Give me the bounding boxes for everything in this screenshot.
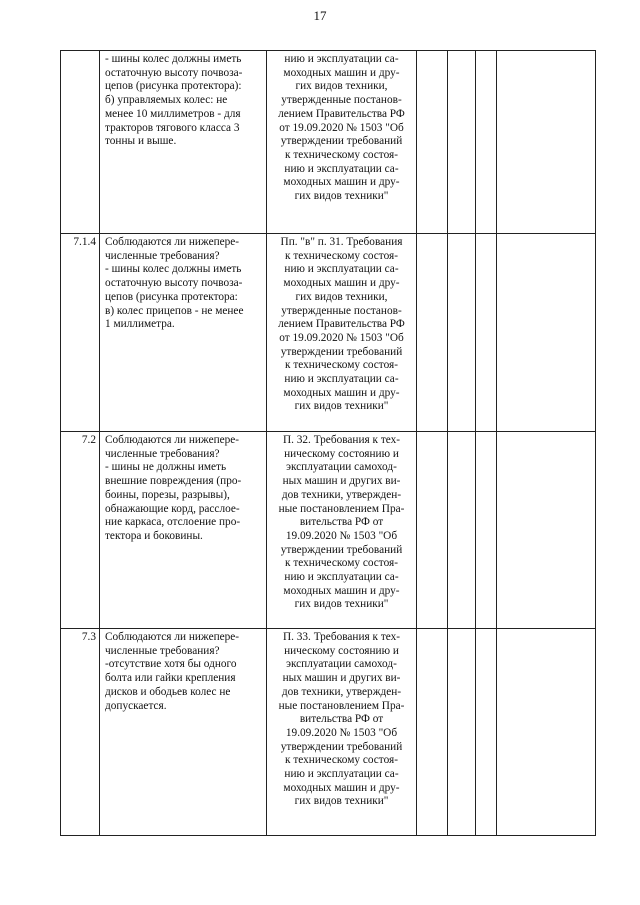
answer-no-cell <box>448 234 476 432</box>
reference-line: ническому состоянию и <box>284 447 399 460</box>
requirement-question-cell <box>100 629 267 836</box>
reference-line: ные постановлением Пра- <box>278 699 405 712</box>
reference-line: вительства РФ от <box>299 516 384 529</box>
question-line: внешние повреждения (про- <box>105 475 242 488</box>
question-line: боины, порезы, разрывы), <box>105 488 230 501</box>
reference-line: к техническому состоя- <box>285 557 398 570</box>
question-line: - шины не должны иметь <box>105 461 227 474</box>
reference-line: 19.09.2020 № 1503 "Об <box>285 726 398 739</box>
notes-cell <box>497 51 596 234</box>
question-line: численные требования? <box>105 447 220 460</box>
notes-cell <box>497 629 596 836</box>
reference-line: нию и эксплуатации са- <box>284 373 399 386</box>
question-line: менее 10 миллиметров - для <box>105 107 241 120</box>
reference-line: ных машин и других ви- <box>282 475 401 488</box>
question-line: Соблюдаются ли нижепере- <box>105 434 240 446</box>
reference-line: дов техники, утвержден- <box>281 488 402 501</box>
question-line: Соблюдаются ли нижепере- <box>105 236 240 248</box>
answer-yes-cell <box>417 51 448 234</box>
question-line: - шины колес должны иметь <box>105 53 242 65</box>
reference-line: лением Правительства РФ <box>278 318 405 331</box>
notes-cell <box>497 234 596 432</box>
legal-reference-cell <box>267 51 417 234</box>
question-line: в) колес прицепов - не менее <box>105 304 244 317</box>
answer-na-cell <box>476 234 497 432</box>
table-row <box>61 629 596 836</box>
reference-line: гих видов техники" <box>294 598 389 611</box>
reference-line: эксплуатации самоход- <box>286 658 397 671</box>
reference-line: нию и эксплуатации са- <box>284 263 399 276</box>
answer-na-cell <box>476 629 497 836</box>
reference-line: П. 33. Требования к тех- <box>282 631 401 643</box>
question-line: цепов (рисунка протектора): <box>105 80 242 93</box>
question-line: тракторов тягового класса 3 <box>105 121 240 134</box>
question-line: б) управляемых колес: не <box>105 94 228 107</box>
reference-line: лением Правительства РФ <box>278 107 405 120</box>
reference-line: утверждении требований <box>280 135 403 148</box>
reference-line: моходных машин и дру- <box>283 584 400 597</box>
reference-line: 19.09.2020 № 1503 "Об <box>285 529 398 542</box>
item-number: 7.1.4 <box>73 236 96 248</box>
reference-line: П. 32. Требования к тех- <box>282 434 401 446</box>
table-row <box>61 51 596 234</box>
reference-line: моходных машин и дру- <box>283 176 400 189</box>
reference-line: утверждении требований <box>280 740 403 753</box>
question-line: численные требования? <box>105 249 220 262</box>
item-number: 7.2 <box>81 434 96 446</box>
question-line: остаточную высоту почвоза- <box>105 277 243 290</box>
reference-line: к техническому состоя- <box>285 148 398 161</box>
reference-line: утверждении требований <box>280 345 403 358</box>
table-row <box>61 432 596 629</box>
answer-na-cell <box>476 432 497 629</box>
question-line: Соблюдаются ли нижепере- <box>105 631 240 643</box>
reference-line: моходных машин и дру- <box>283 277 400 290</box>
item-number <box>61 51 96 53</box>
legal-reference-cell <box>267 432 417 629</box>
answer-yes-cell <box>417 234 448 432</box>
question-line: обнажающие корд, расслое- <box>105 502 240 515</box>
question-line: 1 миллиметра. <box>105 318 175 331</box>
table-row <box>61 234 596 432</box>
reference-line: от 19.09.2020 № 1503 "Об <box>279 331 404 344</box>
reference-line: нию и эксплуатации са- <box>284 571 399 584</box>
reference-line: к техническому состоя- <box>285 359 398 372</box>
answer-no-cell <box>448 51 476 234</box>
reference-line: эксплуатации самоход- <box>286 461 397 474</box>
reference-line: нию и эксплуатации са- <box>284 162 399 175</box>
item-number-cell <box>61 629 100 836</box>
reference-line: моходных машин и дру- <box>283 781 400 794</box>
requirement-question-cell <box>100 234 267 432</box>
reference-line: ных машин и других ви- <box>282 672 401 685</box>
reference-line: к техническому состоя- <box>285 249 398 262</box>
answer-yes-cell <box>417 629 448 836</box>
reference-line: ническому состоянию и <box>284 644 399 657</box>
item-number-cell <box>61 432 100 629</box>
answer-yes-cell <box>417 432 448 629</box>
question-line: численные требования? <box>105 644 220 657</box>
reference-line: вительства РФ от <box>299 713 384 726</box>
item-number: 7.3 <box>81 631 96 643</box>
reference-line: гих видов техники" <box>294 190 389 203</box>
answer-na-cell <box>476 51 497 234</box>
reference-line: дов техники, утвержден- <box>281 685 402 698</box>
reference-line: гих видов техники, <box>295 80 388 93</box>
item-number-cell <box>61 51 100 234</box>
question-line: допускается. <box>105 699 167 712</box>
reference-line: от 19.09.2020 № 1503 "Об <box>279 121 404 134</box>
reference-line: утверждении требований <box>280 543 403 556</box>
question-line: остаточную высоту почвоза- <box>105 66 243 79</box>
question-line: тектора и боковины. <box>105 529 203 542</box>
legal-reference-cell <box>267 629 417 836</box>
reference-line: утвержденные постанов- <box>281 304 402 317</box>
reference-line: гих видов техники" <box>294 795 389 808</box>
reference-line: моходных машин и дру- <box>283 386 400 399</box>
question-line: болта или гайки крепления <box>105 672 236 685</box>
requirement-question-cell <box>100 432 267 629</box>
question-line: дисков и ободьев колес не <box>105 685 231 698</box>
reference-line: нию и эксплуатации са- <box>284 768 399 781</box>
item-number-cell <box>61 234 100 432</box>
reference-line: ные постановлением Пра- <box>278 502 405 515</box>
reference-line: моходных машин и дру- <box>283 66 400 79</box>
checklist-table <box>60 50 596 836</box>
reference-line: гих видов техники, <box>295 290 388 303</box>
answer-no-cell <box>448 629 476 836</box>
question-line: -отсутствие хотя бы одного <box>105 658 237 671</box>
answer-no-cell <box>448 432 476 629</box>
reference-line: Пп. "в" п. 31. Требования <box>280 236 403 248</box>
question-line: - шины колес должны иметь <box>105 263 242 276</box>
reference-line: гих видов техники" <box>294 400 389 413</box>
question-line: цепов (рисунка протектора: <box>105 290 238 303</box>
legal-reference-cell <box>267 234 417 432</box>
reference-line: к техническому состоя- <box>285 754 398 767</box>
page-number: 17 <box>313 8 327 23</box>
notes-cell <box>497 432 596 629</box>
question-line: ние каркаса, отслоение про- <box>105 516 241 529</box>
requirement-question-cell <box>100 51 267 234</box>
question-line: тонны и выше. <box>105 135 177 148</box>
reference-line: утвержденные постанов- <box>281 94 402 107</box>
reference-line: нию и эксплуатации са- <box>284 53 399 65</box>
